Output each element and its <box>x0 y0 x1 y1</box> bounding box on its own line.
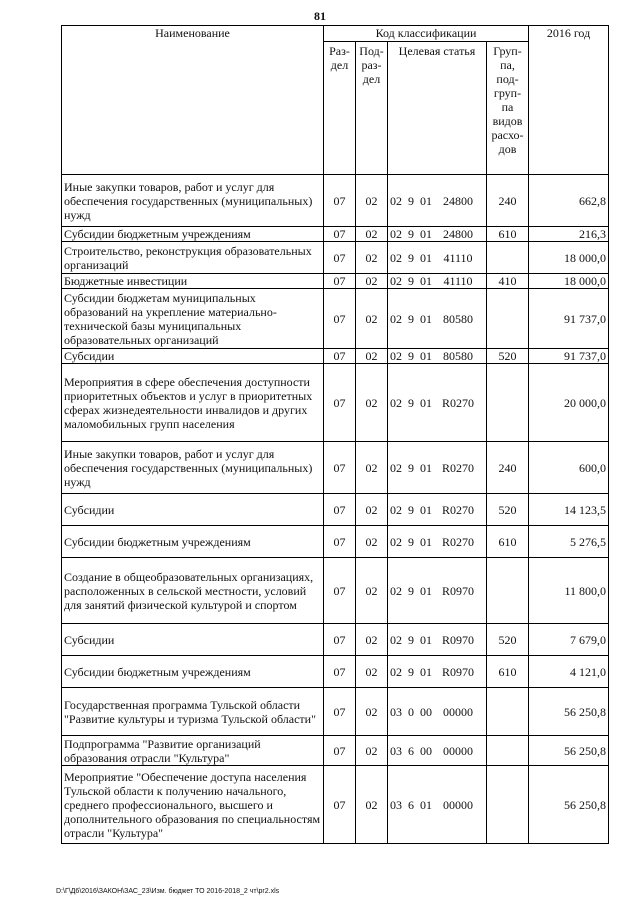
row-amount: 5 276,5 <box>529 526 609 558</box>
article-direction: 80580 <box>443 311 473 326</box>
row-amount: 56 250,8 <box>529 688 609 736</box>
row-amount: 4 121,0 <box>529 656 609 688</box>
article-direction: 00000 <box>443 797 473 812</box>
article-program: 02 <box>390 395 402 410</box>
row-expense-group: 520 <box>487 624 529 656</box>
article-program: 02 <box>390 502 402 517</box>
row-target-article <box>388 624 487 656</box>
row-subsection: 02 <box>356 494 388 526</box>
header-target-article: Целевая статья <box>388 42 487 175</box>
row-subsection: 02 <box>356 349 388 364</box>
article-event: 01 <box>420 502 432 517</box>
row-target-article <box>388 494 487 526</box>
row-expense-group: 520 <box>487 349 529 364</box>
row-amount: 600,0 <box>529 442 609 494</box>
article-direction: 00000 <box>443 704 473 719</box>
page-number: 81 <box>314 9 326 23</box>
row-name: Иные закупки товаров, работ и услуг для обеспечения государственных (муниципальных) нужд <box>62 175 324 227</box>
row-subsection: 02 <box>356 175 388 227</box>
row-expense-group <box>487 558 529 624</box>
article-direction: 80580 <box>443 349 473 363</box>
article-program: 02 <box>390 349 402 363</box>
article-event: 01 <box>420 797 432 812</box>
row-name: Субсидии бюджетным учреждениям <box>62 227 324 242</box>
row-expense-group: 610 <box>487 227 529 242</box>
table-row <box>62 688 609 736</box>
table-row <box>62 349 609 364</box>
row-subsection: 02 <box>356 242 388 274</box>
row-subsection: 02 <box>356 526 388 558</box>
row-expense-group: 410 <box>487 274 529 289</box>
row-expense-group <box>487 364 529 442</box>
row-subsection: 02 <box>356 766 388 844</box>
article-direction: R0970 <box>441 583 474 598</box>
row-amount: 91 737,0 <box>529 289 609 349</box>
header-year: 2016 год <box>529 26 609 175</box>
article-subprogram: 9 <box>408 460 414 475</box>
row-section: 07 <box>324 175 356 227</box>
header-name: Наименование <box>62 26 324 175</box>
article-event: 01 <box>420 583 432 598</box>
row-expense-group <box>487 289 529 349</box>
article-event: 01 <box>420 664 432 679</box>
article-event: 01 <box>420 632 432 647</box>
article-subprogram: 9 <box>408 250 414 265</box>
row-subsection: 02 <box>356 274 388 289</box>
row-section: 07 <box>324 289 356 349</box>
row-section: 07 <box>324 349 356 364</box>
article-program: 02 <box>390 664 402 679</box>
row-target-article <box>388 688 487 736</box>
article-program: 02 <box>390 193 402 208</box>
row-name: Государственная программа Тульской области "Развитие культуры и туризма Тульской области" <box>62 688 324 736</box>
table-row <box>62 175 609 227</box>
row-expense-group: 240 <box>487 175 529 227</box>
row-expense-group: 240 <box>487 442 529 494</box>
row-section: 07 <box>324 558 356 624</box>
table-row <box>62 494 609 526</box>
row-amount: 56 250,8 <box>529 736 609 766</box>
article-direction: R0970 <box>441 632 474 647</box>
row-target-article <box>388 656 487 688</box>
row-name: Субсидии <box>62 624 324 656</box>
article-subprogram: 9 <box>408 583 414 598</box>
article-event: 01 <box>420 395 432 410</box>
article-subprogram: 9 <box>408 534 414 549</box>
article-program: 02 <box>390 632 402 647</box>
article-direction: R0270 <box>441 460 474 475</box>
row-expense-group <box>487 736 529 766</box>
file-path-footer: D:\Г\Д6\2016\ЗАКОН\ЗАС_23\Изм. бюджет ТО 2016-2018_2 чт\pr2.xls <box>56 888 280 895</box>
row-subsection: 02 <box>356 656 388 688</box>
header-section: Раз- дел <box>324 42 356 175</box>
table-row <box>62 526 609 558</box>
row-section: 07 <box>324 242 356 274</box>
row-expense-group: 610 <box>487 656 529 688</box>
row-name: Строительство, реконструкция образовательных организаций <box>62 242 324 274</box>
row-amount: 20 000,0 <box>529 364 609 442</box>
article-event: 01 <box>420 349 432 363</box>
table-row <box>62 289 609 349</box>
row-amount: 18 000,0 <box>529 242 609 274</box>
article-event: 01 <box>420 460 432 475</box>
row-target-article <box>388 349 487 364</box>
row-target-article <box>388 175 487 227</box>
row-section: 07 <box>324 526 356 558</box>
row-subsection: 02 <box>356 688 388 736</box>
article-program: 02 <box>390 583 402 598</box>
row-name: Создание в общеобразовательных организациях, расположенных в сельской местности, условий для занятий физической культурой и спортом <box>62 558 324 624</box>
article-direction: 00000 <box>443 743 473 758</box>
row-section: 07 <box>324 766 356 844</box>
row-section: 07 <box>324 656 356 688</box>
row-target-article <box>388 442 487 494</box>
row-amount: 91 737,0 <box>529 349 609 364</box>
row-section: 07 <box>324 227 356 242</box>
article-program: 02 <box>390 274 402 288</box>
row-section: 07 <box>324 442 356 494</box>
article-direction: 41110 <box>443 274 473 288</box>
article-direction: 24800 <box>443 227 473 241</box>
table-row <box>62 274 609 289</box>
table-row <box>62 364 609 442</box>
row-target-article <box>388 766 487 844</box>
row-subsection: 02 <box>356 736 388 766</box>
row-expense-group <box>487 688 529 736</box>
row-subsection: 02 <box>356 442 388 494</box>
article-subprogram: 9 <box>408 632 414 647</box>
row-amount: 56 250,8 <box>529 766 609 844</box>
row-section: 07 <box>324 494 356 526</box>
table-row <box>62 242 609 274</box>
row-name: Субсидии <box>62 494 324 526</box>
row-expense-group: 520 <box>487 494 529 526</box>
row-subsection: 02 <box>356 558 388 624</box>
table-row <box>62 624 609 656</box>
budget-table <box>61 25 609 844</box>
row-expense-group: 610 <box>487 526 529 558</box>
row-expense-group <box>487 242 529 274</box>
article-program: 02 <box>390 311 402 326</box>
row-section: 07 <box>324 274 356 289</box>
article-program: 03 <box>390 797 402 812</box>
article-subprogram: 0 <box>408 704 414 719</box>
row-expense-group <box>487 766 529 844</box>
article-direction: 41110 <box>443 250 473 265</box>
article-subprogram: 9 <box>408 274 414 288</box>
article-program: 02 <box>390 227 402 241</box>
row-amount: 216,3 <box>529 227 609 242</box>
article-subprogram: 9 <box>408 502 414 517</box>
header-classification-code: Код классификации <box>324 26 529 42</box>
row-section: 07 <box>324 364 356 442</box>
article-program: 03 <box>390 704 402 719</box>
row-target-article <box>388 242 487 274</box>
article-subprogram: 6 <box>408 743 414 758</box>
article-event: 01 <box>420 534 432 549</box>
row-target-article <box>388 364 487 442</box>
article-program: 03 <box>390 743 402 758</box>
article-event: 01 <box>420 250 432 265</box>
row-target-article <box>388 736 487 766</box>
row-name: Мероприятия в сфере обеспечения доступности приоритетных объектов и услуг в приоритетных сферах жизнедеятельности инвалидов и других маломобильных групп населения <box>62 364 324 442</box>
table-row <box>62 766 609 844</box>
row-section: 07 <box>324 688 356 736</box>
article-subprogram: 6 <box>408 797 414 812</box>
row-target-article <box>388 227 487 242</box>
article-subprogram: 9 <box>408 349 414 363</box>
article-program: 02 <box>390 534 402 549</box>
article-direction: 24800 <box>443 193 473 208</box>
article-event: 01 <box>420 274 432 288</box>
article-direction: R0270 <box>441 534 474 549</box>
article-subprogram: 9 <box>408 311 414 326</box>
article-direction: R0270 <box>441 502 474 517</box>
row-subsection: 02 <box>356 289 388 349</box>
row-amount: 14 123,5 <box>529 494 609 526</box>
row-target-article <box>388 289 487 349</box>
row-target-article <box>388 274 487 289</box>
article-event: 01 <box>420 311 432 326</box>
article-program: 02 <box>390 460 402 475</box>
article-direction: R0970 <box>441 664 474 679</box>
article-subprogram: 9 <box>408 664 414 679</box>
row-name: Субсидии бюджетным учреждениям <box>62 656 324 688</box>
row-section: 07 <box>324 736 356 766</box>
row-name: Иные закупки товаров, работ и услуг для обеспечения государственных (муниципальных) нужд <box>62 442 324 494</box>
row-section: 07 <box>324 624 356 656</box>
table-row <box>62 442 609 494</box>
header-expense-group: Груп- па, под- груп- па видов расхо- дов <box>487 42 529 175</box>
article-event: 01 <box>420 193 432 208</box>
article-event: 00 <box>420 743 432 758</box>
row-subsection: 02 <box>356 227 388 242</box>
row-amount: 662,8 <box>529 175 609 227</box>
row-amount: 18 000,0 <box>529 274 609 289</box>
table-row <box>62 656 609 688</box>
row-amount: 11 800,0 <box>529 558 609 624</box>
row-name: Мероприятие "Обеспечение доступа населения Тульской области к получению начального, среднего профессионального, высшего и дополнительного образования по специальностям отрасли "Культура" <box>62 766 324 844</box>
table-row <box>62 558 609 624</box>
row-subsection: 02 <box>356 624 388 656</box>
row-name: Подпрограмма "Развитие организаций образования отрасли "Культура" <box>62 736 324 766</box>
row-name: Субсидии бюджетам муниципальных образований на укрепление материально-технической базы муниципальных образовательных организаций <box>62 289 324 349</box>
article-program: 02 <box>390 250 402 265</box>
article-event: 01 <box>420 227 432 241</box>
article-subprogram: 9 <box>408 395 414 410</box>
article-subprogram: 9 <box>408 193 414 208</box>
article-event: 00 <box>420 704 432 719</box>
table-row <box>62 736 609 766</box>
row-name: Субсидии бюджетным учреждениям <box>62 526 324 558</box>
header-subsection: Под- раз- дел <box>356 42 388 175</box>
row-target-article <box>388 558 487 624</box>
table-row <box>62 227 609 242</box>
article-direction: R0270 <box>441 395 474 410</box>
row-target-article <box>388 526 487 558</box>
row-name: Бюджетные инвестиции <box>62 274 324 289</box>
row-subsection: 02 <box>356 364 388 442</box>
row-name: Субсидии <box>62 349 324 364</box>
article-subprogram: 9 <box>408 227 414 241</box>
row-amount: 7 679,0 <box>529 624 609 656</box>
